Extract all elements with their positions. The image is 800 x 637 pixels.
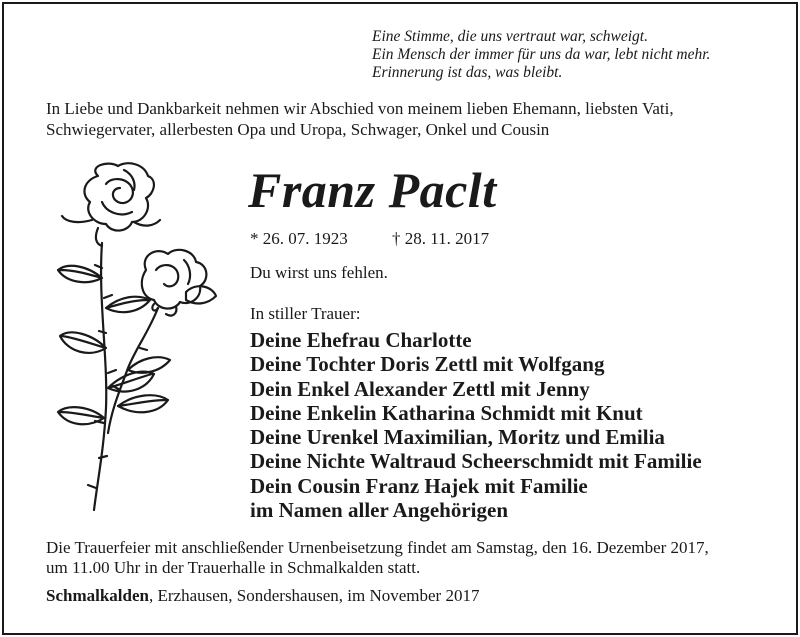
place-rest: , Erzhausen, Sondershausen, im November 2017: [148, 586, 480, 605]
intro-line: Schwiegervater, allerbesten Opa und Uropa, Schwager, Onkel und Cousin: [46, 120, 550, 139]
mourning-label: In stiller Trauer:: [250, 304, 361, 323]
rose-stem: [94, 243, 106, 510]
mourner-entry: Dein Cousin Franz Hajek mit Familie: [250, 473, 588, 498]
life-dates: [250, 229, 489, 249]
rose-leaf: [108, 372, 154, 392]
missed-text: Du wirst uns fehlen.: [250, 263, 388, 282]
rose-leaf: [106, 297, 150, 312]
deceased-name: Franz Paclt: [248, 162, 497, 218]
rose-bloom-detail: [102, 170, 135, 214]
rose-leaf: [60, 332, 106, 352]
rose-leaf: [128, 357, 170, 373]
rose-thorn: [88, 265, 147, 488]
rose-bloom-detail: [156, 260, 190, 286]
mourner-entry: Dein Enkel Alexander Zettl mit Jenny: [250, 376, 590, 401]
mourner-entry: Deine Ehefrau Charlotte: [250, 328, 472, 352]
mourner-entry: Deine Enkelin Katharina Schmidt mit Knut: [250, 400, 643, 425]
rose-sepal: [62, 216, 160, 246]
mourner-entry: Deine Tochter Doris Zettl mit Wolfgang: [250, 352, 605, 377]
poem-line: Erinnerung ist das, was bleibt.: [372, 64, 563, 81]
death-date: † 28. 11. 2017: [392, 229, 490, 248]
rose-bloom: [84, 163, 153, 230]
mourner-entry: Deine Nichte Waltraud Scheerschmidt mit Familie: [250, 449, 702, 474]
poem-line: Ein Mensch der immer für uns da war, lebt nicht mehr.: [372, 46, 711, 63]
rose-illustration: [36, 158, 226, 518]
birth-date: * 26. 07. 1923: [250, 229, 348, 248]
poem: [372, 28, 710, 82]
rose-leaf: [58, 407, 104, 424]
intro-text: [46, 98, 786, 140]
mourner-entry: im Namen aller Angehörigen: [250, 498, 509, 523]
service-line: Die Trauerfeier mit anschließender Urnenbeisetzung findet am Samstag, den 16. Dezember 2017,: [46, 538, 709, 557]
funeral-service-info: [46, 538, 776, 578]
service-line: um 11.00 Uhr in der Trauerhalle in Schmalkalden statt.: [46, 558, 421, 577]
mourner-entry: Deine Urenkel Maximilian, Moritz und Emilia: [250, 425, 665, 450]
rose-leaf: [118, 395, 168, 412]
mourners-list: [250, 328, 702, 522]
intro-line: In Liebe und Dankbarkeit nehmen wir Abschied von meinem lieben Ehemann, liebsten Vati,: [46, 99, 674, 118]
place-and-date: [46, 586, 479, 606]
poem-line: Eine Stimme, die uns vertraut war, schweigt.: [372, 28, 648, 45]
rose-leaf: [58, 266, 102, 282]
rose-bloom: [142, 250, 207, 309]
place-name: Schmalkalden: [46, 586, 149, 605]
